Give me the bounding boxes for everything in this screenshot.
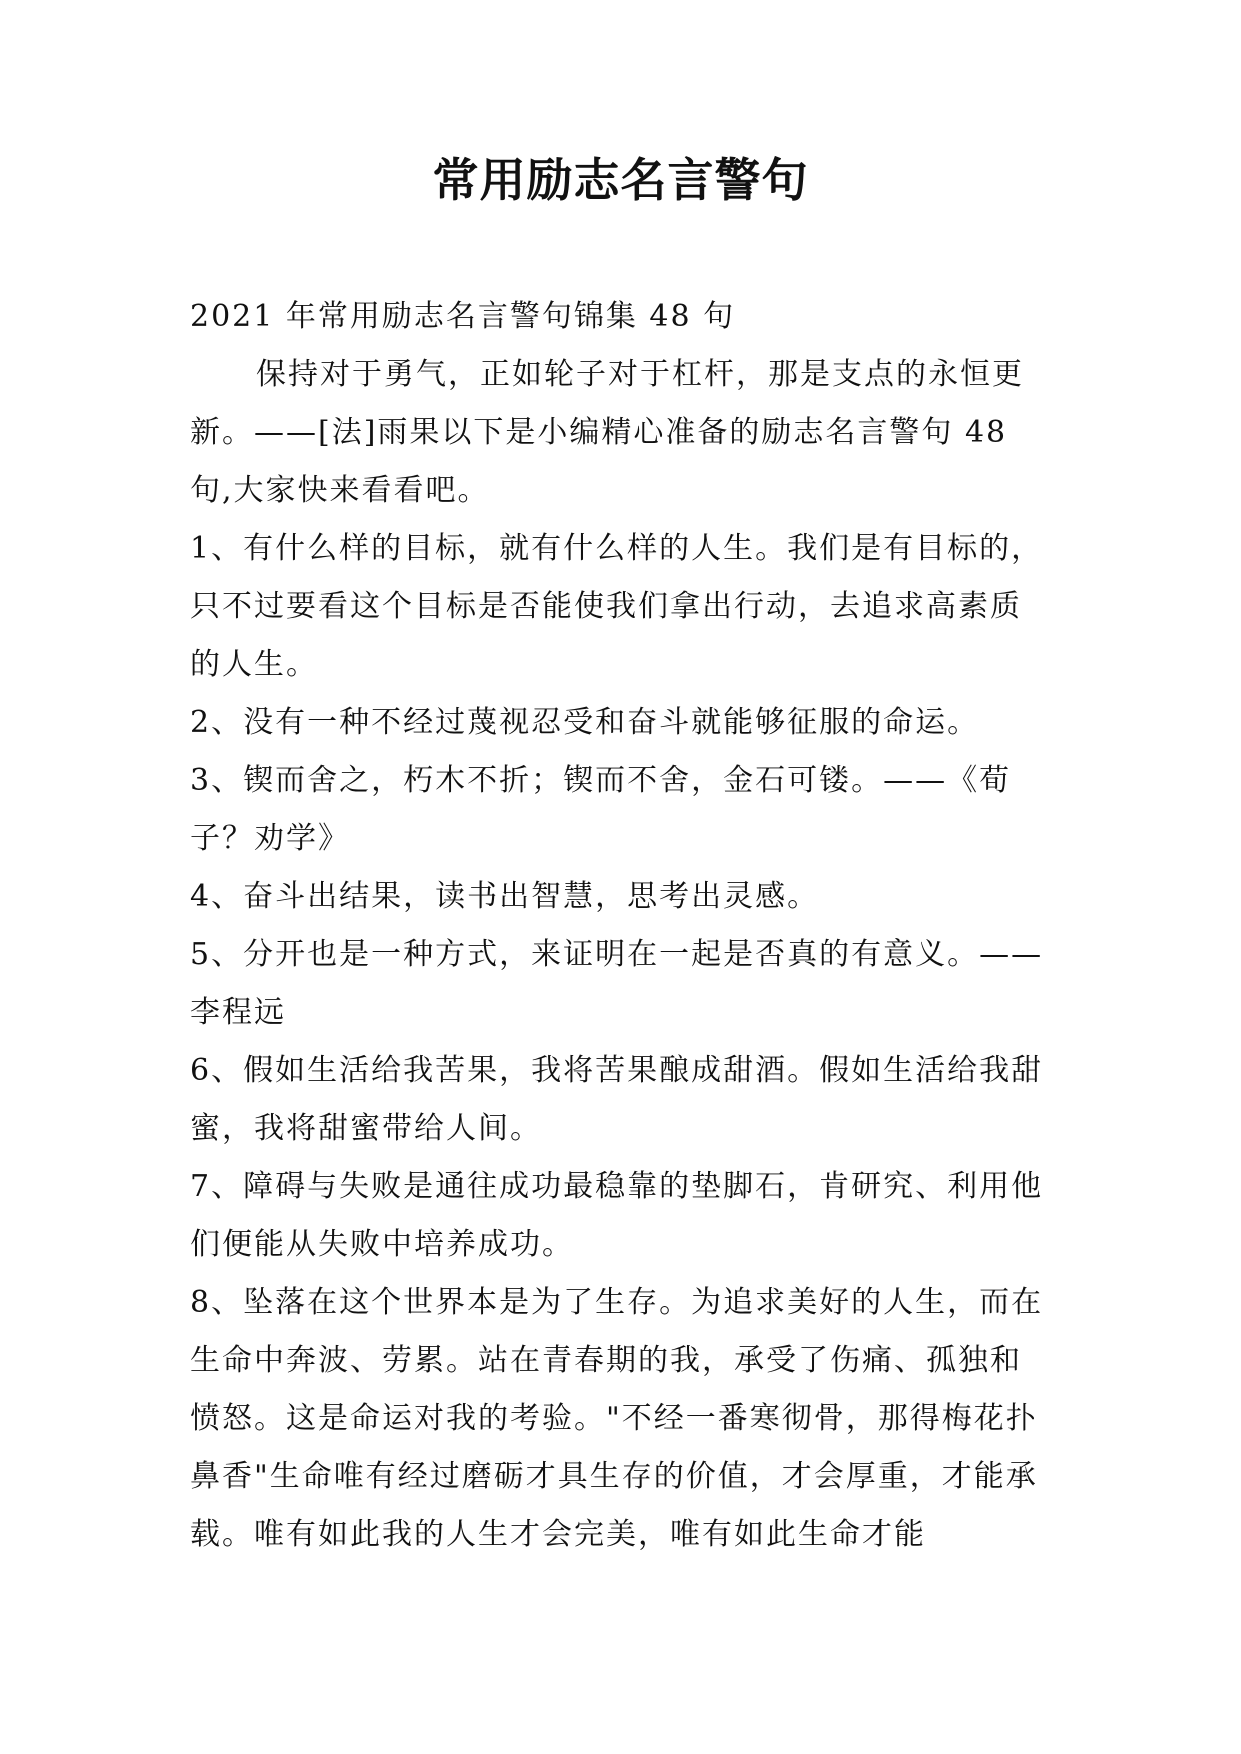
subtitle-line: 2021 年常用励志名言警句锦集 48 句	[190, 299, 736, 334]
quote-item-7: 7、障碍与失败是通往成功最稳靠的垫脚石，肯研究、利用他们便能从失败中培养成功。	[190, 1169, 1044, 1262]
quote-item-3: 3、锲而舍之，朽木不折；锲而不舍，金石可镂。——《荀子？劝学》	[190, 763, 1012, 856]
quote-item-8: 8、坠落在这个世界本是为了生存。为追求美好的人生，而在生命中奔波、劳累。站在青春期的我，承受了伤痛、孤独和愤怒。这是命运对我的考验。"不经一番寒彻骨，那得梅花扑鼻香"生命唯有经过磨砺才具生存的价值，才会厚重，才能承载。唯有如此我的人生才会完美，唯有如此生命才能	[190, 1285, 1044, 1552]
quote-item-5: 5、分开也是一种方式，来证明在一起是否真的有意义。——李程远	[190, 937, 1044, 1030]
quote-item-6: 6、假如生活给我苦果，我将苦果酿成甜酒。假如生活给我甜蜜，我将甜蜜带给人间。	[190, 1053, 1044, 1146]
quote-item-4: 4、奋斗出结果，读书出智慧，思考出灵感。	[190, 879, 820, 914]
intro-paragraph: 保持对于勇气，正如轮子对于杠杆，那是支点的永恒更新。——[法]雨果以下是小编精心准备的励志名言警句 48 句,大家快来看看吧。	[190, 357, 1024, 508]
document-title: 常用励志名言警句	[432, 153, 809, 207]
document-body	[190, 288, 1050, 1564]
quote-item-2: 2、没有一种不经过蔑视忍受和奋斗就能够征服的命运。	[190, 705, 980, 740]
quote-item-1: 1、有什么样的目标，就有什么样的人生。我们是有目标的，只不过要看这个目标是否能使我们拿出行动，去追求高素质的人生。	[190, 531, 1044, 682]
